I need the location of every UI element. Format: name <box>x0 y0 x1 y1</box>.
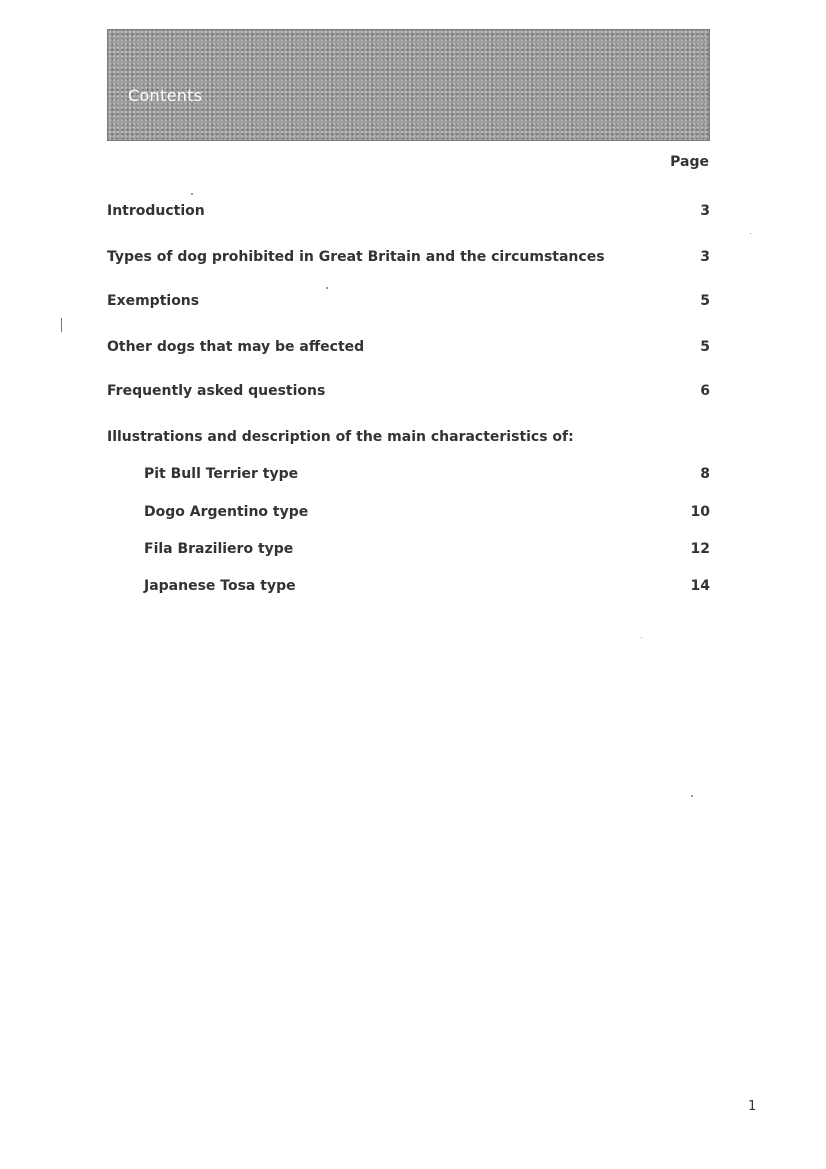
toc-sub-entry-label: Pit Bull Terrier type <box>144 466 299 482</box>
toc-sub-entry-page: 14 <box>690 578 710 594</box>
page-number: 1 <box>748 1099 757 1114</box>
toc-entry-page: 6 <box>700 383 710 399</box>
page-column-label: Page <box>670 154 709 170</box>
toc-sub-entry-page: 12 <box>690 541 710 557</box>
toc-sub-entry-label: Japanese Tosa type <box>144 578 296 594</box>
toc-sub-entry <box>144 504 710 524</box>
toc-entry-label: Frequently asked questions <box>107 383 326 399</box>
scan-speck <box>641 637 642 638</box>
toc-sub-entry-page: 10 <box>690 504 710 520</box>
toc-entry <box>107 249 710 269</box>
scan-speck <box>326 287 328 289</box>
toc-entry <box>107 429 710 449</box>
toc-sub-entry-label: Fila Braziliero type <box>144 541 294 557</box>
toc-entry-page: 5 <box>700 339 710 355</box>
toc-entry-label: Exemptions <box>107 293 200 309</box>
toc-entry-page: 5 <box>700 293 710 309</box>
scan-speck <box>691 795 693 797</box>
toc-entry-page: 3 <box>700 203 710 219</box>
toc-sub-entry-page: 8 <box>700 466 710 482</box>
scan-mark <box>61 318 62 332</box>
toc-entry <box>107 203 710 223</box>
toc-entry-label: Other dogs that may be affected <box>107 339 365 355</box>
toc-entry <box>107 339 710 359</box>
toc-entry-label: Introduction <box>107 203 205 219</box>
toc-entry-label: Types of dog prohibited in Great Britain and the circumstances <box>107 249 605 265</box>
contents-title: Contents <box>128 86 203 105</box>
toc-sub-entry-label: Dogo Argentino type <box>144 504 309 520</box>
toc-sub-entry <box>144 541 710 561</box>
toc-sub-entry <box>144 578 710 598</box>
contents-banner <box>107 29 710 141</box>
scan-speck <box>750 233 751 234</box>
toc-entry-label: Illustrations and description of the main characteristics of: <box>107 429 574 445</box>
toc-entry-page: 3 <box>700 249 710 265</box>
toc-entry <box>107 383 710 403</box>
toc-sub-entry <box>144 466 710 486</box>
toc-entry <box>107 293 710 313</box>
scan-speck <box>191 193 193 195</box>
